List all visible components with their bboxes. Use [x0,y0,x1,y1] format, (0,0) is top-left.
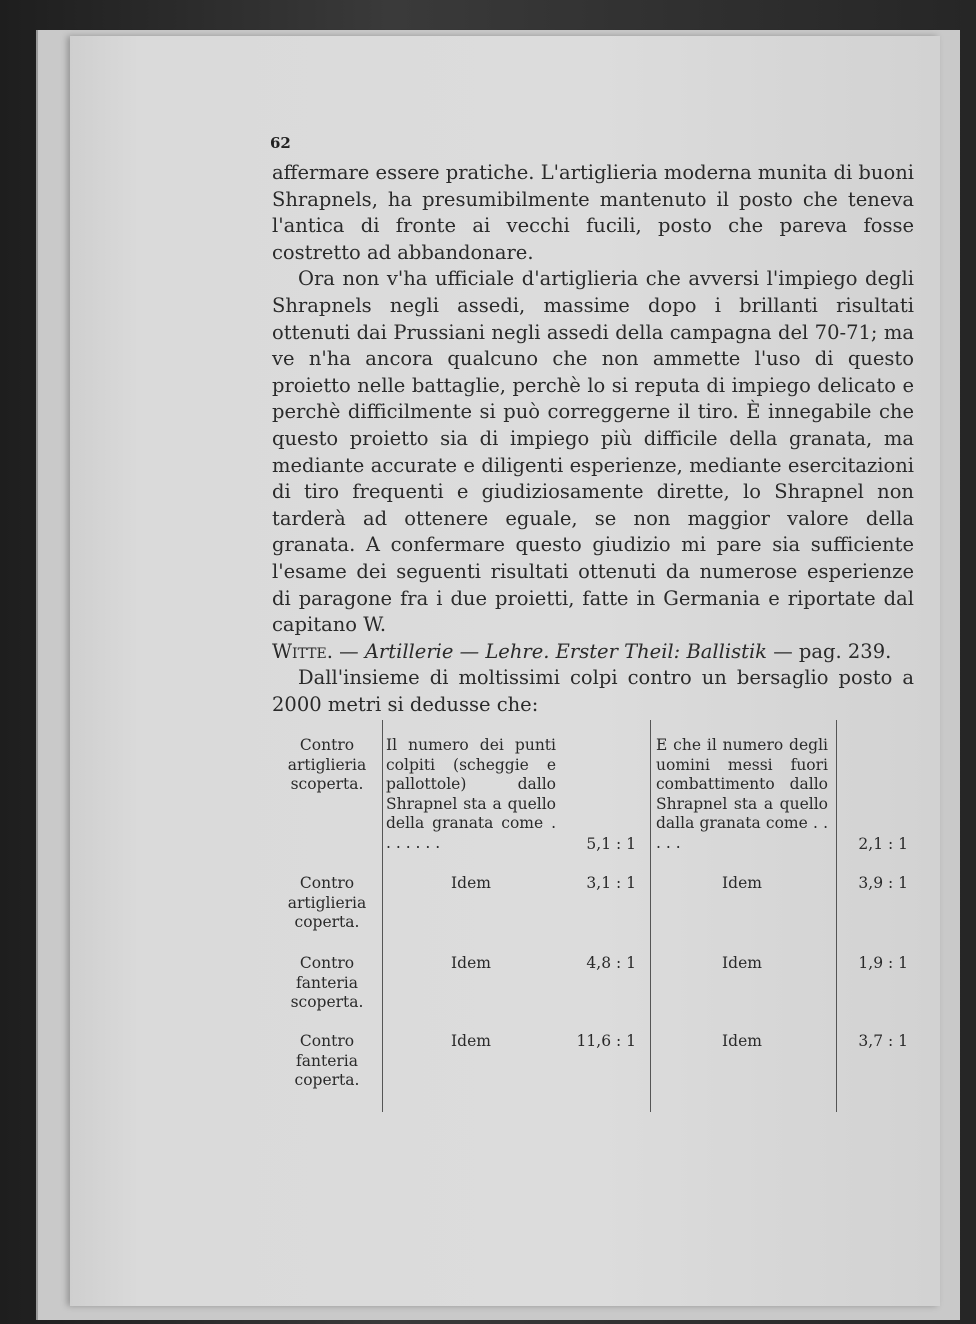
target-cell: Contro artiglieria scoperta. [287,736,367,794]
target-cell: Contro fanteria scoperta. [290,954,364,1012]
points-ratio-cell: 11,6 : 1 [576,1032,636,1050]
results-table [278,720,918,1112]
citation-separator: . — [326,639,365,663]
paragraph: affermare essere pratiche. L'artiglieria moderna munita di buoni Shrapnels, ha presumibilmente mantenuto il posto che teneva l'antica di fronte ai vecchi fucili, posto che pareva fosse costretto ad abbandonare. [272,161,914,264]
citation-page: — pag. 239. [767,639,892,663]
shrapnel-points-cell: Il numero dei punti colpiti (scheggie e pallottole) dallo Shrapnel sta a quello della granata come . . . . . . . [386,736,556,852]
men-ratio-cell: 3,7 : 1 [858,1032,908,1050]
paragraph [272,266,914,665]
column-rule [382,720,383,1112]
shrapnel-points-cell: Idem [451,954,491,972]
shrapnel-points-cell: Idem [451,1032,491,1050]
shrapnel-men-cell: E che il numero degli uomini messi fuori combattimento dallo Shrapnel sta a quello dalla granata come . . . . . [656,736,828,852]
page-number: 62 [270,134,291,152]
column-rule [836,720,837,1112]
shrapnel-men-cell: Idem [722,874,762,892]
paragraph: Dall'insieme di moltissimi colpi contro un bersaglio posto a 2000 metri si dedusse che: [272,666,914,716]
points-ratio-cell: 5,1 : 1 [586,835,636,853]
shrapnel-men-cell: Idem [722,1032,762,1050]
men-ratio-cell: 1,9 : 1 [858,954,908,972]
paragraph-text: Ora non v'ha ufficiale d'artiglieria che avversi l'impiego degli Shrapnels negli assedi, massime dopo i brillanti risultati ottenuti dai Prussiani negli assedi della campagna del 70-71; ma ve n'ha ancora qualcuno che non ammette l'uso di questo proietto nelle battaglie, perchè lo si reputa di impiego delicato e perchè difficilmente si può correggerne il tiro. È innegabile che questo proietto sia di impiego più difficile della granata, ma mediante accurate e diligenti esperienze, mediante esercitazioni di tiro frequenti e giudiziosamente dirette, lo Shrapnel non tarderà ad ottenere eguale, se non maggior valore della granata. A confermare questo giudizio mi pare sia sufficiente l'esame dei seguenti risultati ottenuti da numerose esperienze di paragone fra i due proietti, fatte in Germania e riportate dal capitano W. [272,267,914,637]
points-ratio-cell: 4,8 : 1 [586,954,636,972]
target-cell: Contro fanteria coperta. [294,1032,360,1090]
points-ratio-cell: 3,1 : 1 [586,874,636,892]
men-ratio-cell: 3,9 : 1 [858,874,908,892]
shrapnel-men-cell: Idem [722,954,762,972]
column-rule [650,720,651,1112]
citation-title: Artillerie — Lehre. Erster Theil: Ballistik [364,639,768,663]
shrapnel-points-cell: Idem [451,874,491,892]
target-cell: Contro artiglieria coperta. [287,874,367,932]
citation-author: Witte [272,639,327,663]
men-ratio-cell: 2,1 : 1 [858,835,908,853]
body-text [272,160,914,718]
